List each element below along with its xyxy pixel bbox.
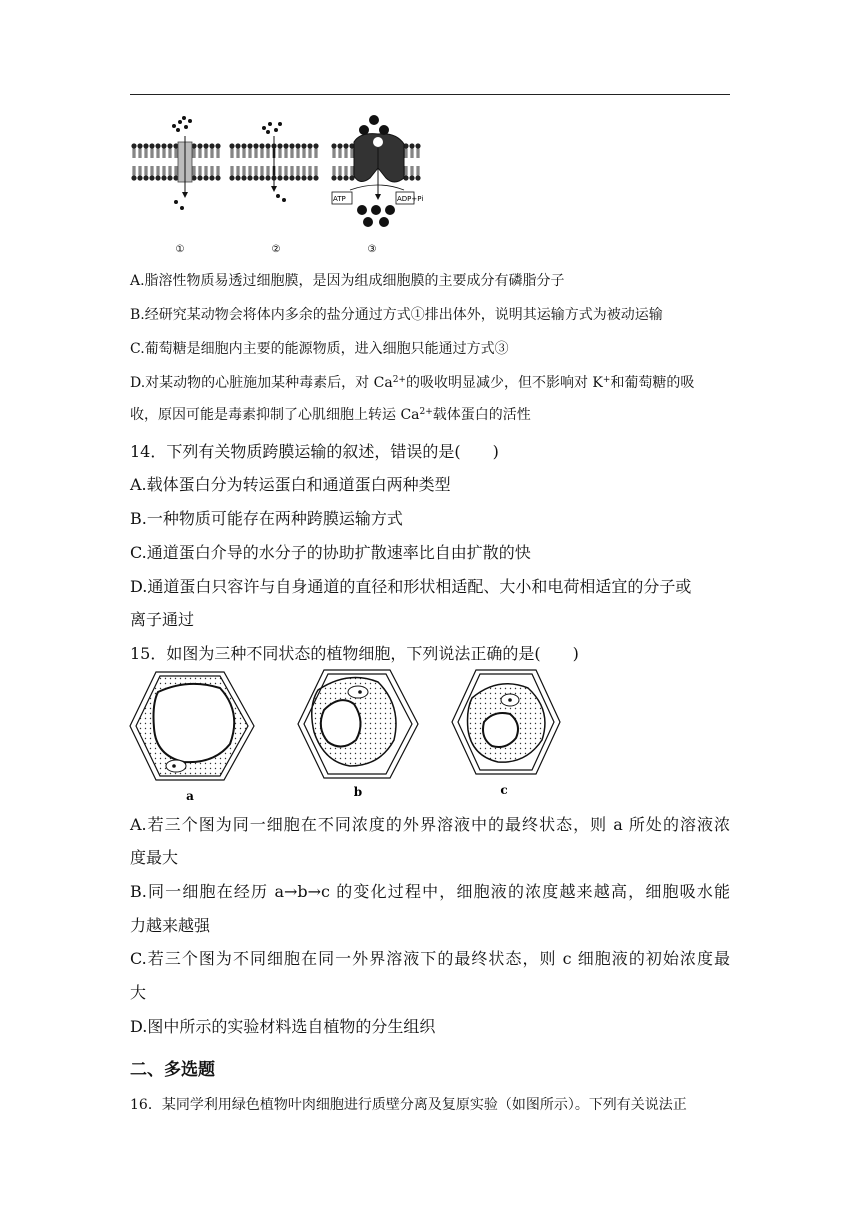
q14-option-a: A.载体蛋白分为转运蛋白和通道蛋白两种类型 <box>130 475 451 494</box>
cell-label-c: c <box>500 783 508 797</box>
figure1-label-1: ① <box>175 244 185 255</box>
plant-cells-figure <box>128 666 568 806</box>
header-rule <box>130 94 730 95</box>
cell-b <box>298 670 418 778</box>
q15-option-a-line1: A.若三个图为同一细胞在不同浓度的外界溶液中的最终状态，则 a 所处的溶液浓 <box>130 815 730 834</box>
adp-label: ADP+Pi <box>397 195 424 203</box>
section-heading: 二、多选题 <box>130 1060 215 1080</box>
q13-option-c: C.葡萄糖是细胞内主要的能源物质，进入细胞只能通过方式③ <box>130 341 509 357</box>
cell-label-a: a <box>186 789 194 803</box>
q15-option-b-line1: B.同一细胞在经历 a→b→c 的变化过程中，细胞液的浓度越来越高，细胞吸水能 <box>130 882 730 901</box>
q14-stem: 14．下列有关物质跨膜运输的叙述，错误的是( ) <box>130 442 499 461</box>
q15-option-c-line1: C.若三个图为不同细胞在同一外界溶液下的最终状态，则 c 细胞液的初始浓度最 <box>130 949 730 968</box>
q16-stem: 16．某同学利用绿色植物叶肉细胞进行质壁分离及复原实验（如图所示）。下列有关说法正 <box>130 1097 687 1113</box>
q13-option-d-line2: 收，原因可能是毒素抑制了心肌细胞上转运 $Ca^{2+}$载体蛋白的活性 <box>130 407 531 423</box>
q15-stem: 15．如图为三种不同状态的植物细胞，下列说法正确的是( ) <box>130 644 579 663</box>
q14-option-b: B.一种物质可能存在两种跨膜运输方式 <box>130 509 403 528</box>
cell-label-b: b <box>353 785 363 799</box>
membrane-1 <box>131 116 220 210</box>
q15-option-b-line2: 力越来越强 <box>130 916 211 935</box>
q15-option-d: D.图中所示的实验材料选自植物的分生组织 <box>130 1017 436 1036</box>
figure1-label-3: ③ <box>367 244 377 255</box>
q15-option-c-line2: 大 <box>130 983 147 1002</box>
q13-option-a: A.脂溶性物质易透过细胞膜，是因为组成细胞膜的主要成分有磷脂分子 <box>130 273 565 289</box>
membrane-transport-figure <box>128 106 468 266</box>
q14-option-d-line2: 离子通过 <box>130 610 195 629</box>
cell-c <box>452 670 560 774</box>
membrane-3 <box>331 115 423 227</box>
q14-option-c: C.通道蛋白介导的水分子的协助扩散速率比自由扩散的快 <box>130 543 531 562</box>
q14-option-d-line1: D.通道蛋白只容许与自身通道的直径和形状相适配、大小和电荷相适宜的分子或 <box>130 577 692 596</box>
membrane-2 <box>229 122 318 202</box>
figure1-label-2: ② <box>271 244 281 255</box>
atp-label: ATP <box>333 195 346 203</box>
q15-option-a-line2: 度最大 <box>130 848 179 867</box>
q13-option-b: B.经研究某动物会将体内多余的盐分通过方式①排出体外，说明其运输方式为被动运输 <box>130 307 663 323</box>
cell-a <box>130 672 254 780</box>
q13-option-d-line1: D.对某动物的心脏施加某种毒素后，对 $Ca^{2+}$的吸收明显减少，但不影响对 K+和葡萄糖的吸 <box>130 375 695 391</box>
